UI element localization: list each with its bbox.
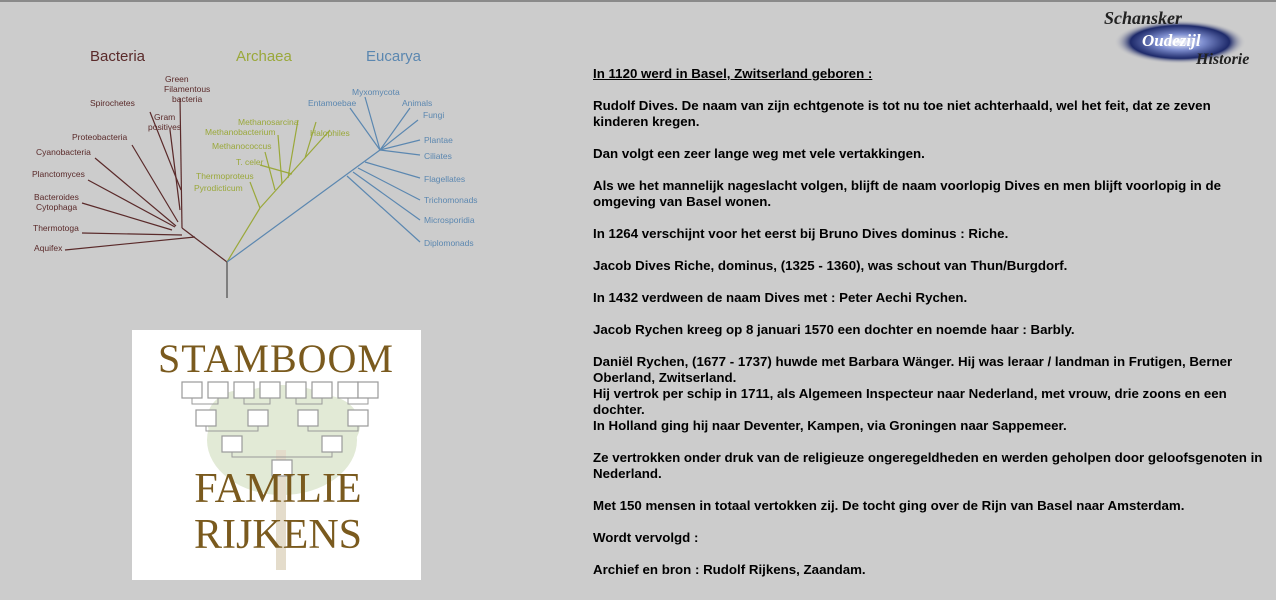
logo-line-3: Historie <box>1196 51 1250 68</box>
top-border <box>0 0 1276 2</box>
taxon-gram-positives-2: positives <box>148 122 182 132</box>
daniel-line-1: Daniël Rychen, (1677 - 1737) huwde met Barbara Wänger. Hij was leraar / landman in Frutigen, Berner Oberland, Zwitserland. <box>593 354 1233 385</box>
familie-title: FAMILIE <box>194 466 362 512</box>
phylogenetic-tree <box>20 40 490 305</box>
paragraph-nageslacht: Als we het mannelijk nageslacht volgen, blijft de naam voorlopig Dives en men blijft voorlopig in de omgeving van Basel wonen. <box>593 178 1222 209</box>
rijkens-title: RIJKENS <box>193 512 363 558</box>
taxon-entamoebae: Entamoebae <box>308 98 357 108</box>
paragraph-jacob-dives: Jacob Dives Riche, dominus, (1325 - 1360), was schout van Thun/Burgdorf. <box>593 258 1068 273</box>
paragraph-vertrokken: Ze vertrokken onder druk van de religieuze ongeregeldheden en werden geholpen door geloofsgenoten in Nederland. <box>593 450 1263 481</box>
taxon-flagellates: Flagellates <box>424 174 466 184</box>
logo-line-2: Oudezijl <box>1142 31 1201 50</box>
taxon-planctomyces: Planctomyces <box>32 169 85 179</box>
stamboom-familie-rijkens-image <box>132 330 421 580</box>
taxon-microsporidia: Microsporidia <box>424 215 475 225</box>
taxon-methanosarcina: Methanosarcina <box>238 117 299 127</box>
stamboom-title: STAMBOOM <box>158 336 394 381</box>
taxon-cytophaga: Cytophaga <box>36 202 78 212</box>
taxon-gram-positives: Gram <box>154 112 176 122</box>
paragraph-vertakkingen: Dan volgt een zeer lange weg met vele vertakkingen. <box>593 146 925 161</box>
logo-line-1: Schansker <box>1104 8 1183 28</box>
taxon-spirochetes: Spirochetes <box>90 98 135 108</box>
taxon-thermoproteus: Thermoproteus <box>196 171 254 181</box>
history-heading: In 1120 werd in Basel, Zwitserland geboren : <box>593 66 873 81</box>
daniel-line-2: Hij vertrok per schip in 1711, als Algemeen Inspecteur naar Nederland, met vrouw, drie zoons en een dochter. <box>593 386 1227 417</box>
paragraph-1432: In 1432 verdween de naam Dives met : Peter Aechi Rychen. <box>593 290 968 305</box>
schansker-logo <box>1096 4 1272 70</box>
paragraph-1264: In 1264 verschijnt voor het eerst bij Bruno Dives dominus : Riche. <box>593 226 1009 241</box>
taxon-trichomonads: Trichomonads <box>424 195 478 205</box>
paragraph-rudolf: Rudolf Dives. De naam van zijn echtgenote is tot nu toe niet achterhaald, wel het feit, dat ze zeven kinderen kregen. <box>593 98 1211 129</box>
paragraph-vervolgd: Wordt vervolgd : <box>593 530 699 545</box>
taxon-animals: Animals <box>402 98 433 108</box>
daniel-line-3: In Holland ging hij naar Deventer, Kampen, via Groningen naar Sappemeer. <box>593 418 1067 433</box>
taxon-plantae: Plantae <box>424 135 453 145</box>
paragraph-jacob-rychen: Jacob Rychen kreeg op 8 januari 1570 een dochter en noemde haar : Barbly. <box>593 322 1075 337</box>
taxon-thermotoga: Thermotoga <box>33 223 79 233</box>
taxon-aquifex: Aquifex <box>34 243 63 253</box>
taxon-halophiles: Halophiles <box>310 128 350 138</box>
taxon-bacteroides: Bacteroides <box>34 192 79 202</box>
taxon-pyrodicticum: Pyrodicticum <box>194 183 243 193</box>
taxon-green-filamentous-3: bacteria <box>172 94 203 104</box>
taxon-proteobacteria: Proteobacteria <box>72 132 128 142</box>
taxon-ciliates: Ciliates <box>424 151 452 161</box>
taxon-methanobacterium: Methanobacterium <box>205 127 276 137</box>
taxon-myxomycota: Myxomycota <box>352 87 400 97</box>
taxon-green-filamentous-2: Filamentous <box>164 84 211 94</box>
taxon-green-filamentous: Green <box>165 74 189 84</box>
taxon-methanococcus: Methanococcus <box>212 141 272 151</box>
paragraph-daniel <box>593 354 1263 434</box>
paragraph-150-mensen: Met 150 mensen in totaal vertokken zij. De tocht ging over de Rijn van Basel naar Amsterdam. <box>593 498 1185 513</box>
taxon-t-celer: T. celer <box>236 157 264 167</box>
taxon-diplomonads: Diplomonads <box>424 238 474 248</box>
domain-label-eucarya: Eucarya <box>366 48 422 65</box>
history-text <box>593 66 1263 594</box>
taxon-fungi: Fungi <box>423 110 445 120</box>
domain-label-bacteria: Bacteria <box>90 48 146 65</box>
paragraph-bron: Archief en bron : Rudolf Rijkens, Zaandam. <box>593 562 866 577</box>
taxon-cyanobacteria: Cyanobacteria <box>36 147 91 157</box>
domain-label-archaea: Archaea <box>236 48 292 65</box>
